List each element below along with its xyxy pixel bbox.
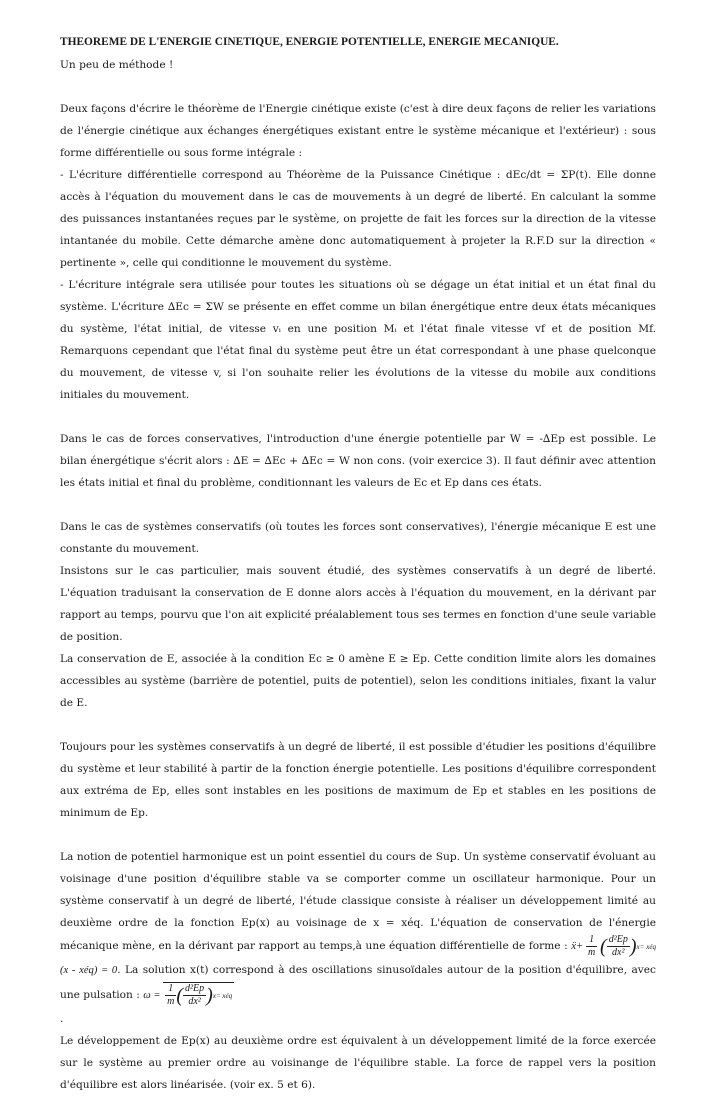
paragraph-conservative-systems: Dans le cas de systèmes conservatifs (où toutes les forces sont conservatives), l'énergie mécanique E est une constante du mouvement.: [60, 521, 656, 555]
harmonic-text: La notion de potentiel harmonique est un point essentiel du cours de Sup. Un système conservatif évoluant au voisinage d'une position d'équilibre stable va se comporter comme un oscillateur harmonique. Pour un système conservatif à un degré de liberté, l'étude classique consiste à réaliser un développement limité au deuxième ordre de la fonction Ep(x) au voisinage de x = xéq. L'équation de conservation de l'énergie mécanique mène, en la dérivant par rapport au temps,à une équation différentielle de forme :: [60, 851, 656, 952]
paragraph-one-degree: Insistons sur le cas particulier, mais souvent étudié, des systèmes conservatifs à un degré de liberté. L'équation traduisant la conservation de E donne alors accès à l'équation du mouvement, en la dérivant par rapport au temps, pourvu que l'on ait explicité préalablement tous ses termes en fonction d'une seule variable de position.: [60, 565, 656, 643]
page-title: THEOREME DE L'ENERGIE CINETIQUE, ENERGIE POTENTIELLE, ENERGIE MECANIQUE.: [60, 36, 559, 48]
stray-dot: .: [60, 1013, 64, 1025]
paragraph-linearisation: Le développement de Ep(x) au deuxième ordre est équivalent à un développement limité de la force exercée sur le système au premier ordre au voisinange de l'équilibre stable. La force de rappel vers la position d'équilibre est alors linéarisée. (voir ex. 5 et 6).: [60, 1035, 656, 1091]
paragraph-equilibrium: Toujours pour les systèmes conservatifs à un degré de liberté, il est possible d'étudier les positions d'équilibre du système et leur stabilité à partir de la fonction énergie potentielle. Les positions d'équilibre correspondent aux extréma de Ep, elles sont instables en les positions de maximum de Ep et stables en les positions de minimum de Ep.: [60, 741, 656, 819]
document-page: [60, 30, 656, 1096]
solution-text: . La solution x(t): [117, 964, 209, 976]
paragraph-harmonic: [60, 846, 656, 1008]
page-subtitle: Un peu de méthode !: [60, 59, 174, 71]
paragraph-energy-condition: La conservation de E, associée à la condition Ec ≥ 0 amène E ≥ Ep. Cette condition limite alors les domaines accessibles au système (barrière de potentiel, puits de potentiel), selon les conditions initiales, fixant la valur de E.: [60, 653, 656, 709]
pulsation-text: correspond à des oscillations sinusoïdales autour de la position d'équilibre, avec une pulsation :: [60, 964, 656, 1001]
paragraph-intro: Deux façons d'écrire le théorème de l'Energie cinétique existe (c'est à dire deux façons de relier les variations de l'énergie cinétique aux échanges énergétiques existant entre le système mécanique et l'extérieur) : sous forme différentielle ou sous forme intégrale :: [60, 103, 656, 159]
paragraph-integral: - L'écriture intégrale sera utilisée pour toutes les situations où se dégage un état initial et un état final du système. L'écriture ∆Ec = ΣW se présente en effet comme un bilan énergétique entre deux états mécaniques du système, l'état initial, de vitesse vᵢ en une position Mᵢ et l'état finale vitesse vf et de position Mf. Remarquons cependant que l'état final du système peut être un état correspondant à une phase quelconque du mouvement, de vitesse v, si l'on souhaite relier les évolutions de la vitesse du mobile aux conditions initiales du mouvement.: [60, 279, 656, 401]
paragraph-conservative-forces: Dans le cas de forces conservatives, l'introduction d'une énergie potentielle par W = -∆Ep est possible. Le bilan énergétique s'écrit alors : ∆E = ∆Ec + ∆Ec = W non cons. (voir exercice 3). Il faut définir avec attention les états initial et final du problème, conditionnant les valeurs de Ec et Ep dans ces états.: [60, 433, 656, 489]
differential-equation: ẍ+ $\frac{1}{m}$ ( $\frac{\text{d²Ep}}{\text{dx²}}$ )x= xéq (x - xéq) = 0: [60, 934, 656, 976]
pulsation-formula: ω = $\frac{1}{m}$ ( $\frac{\text{d²Ep}}{\text{dx²}}$ )x= xéq: [143, 983, 233, 1007]
paragraph-differential: - L'écriture différentielle correspond au Théorème de la Puissance Cinétique : dEc/dt = ΣP(t). Elle donne accès à l'équation du mouvement dans le cas de mouvements à un degré de liberté. En calculant la somme des puissances instantanées reçues par le système, on projette de fait les forces sur la direction de la vitesse intantanée du mobile. Cette démarche amène donc automatiquement à projeter la R.F.D sur la direction « pertinente », celle qui conditionne le mouvement du système.: [60, 169, 656, 269]
